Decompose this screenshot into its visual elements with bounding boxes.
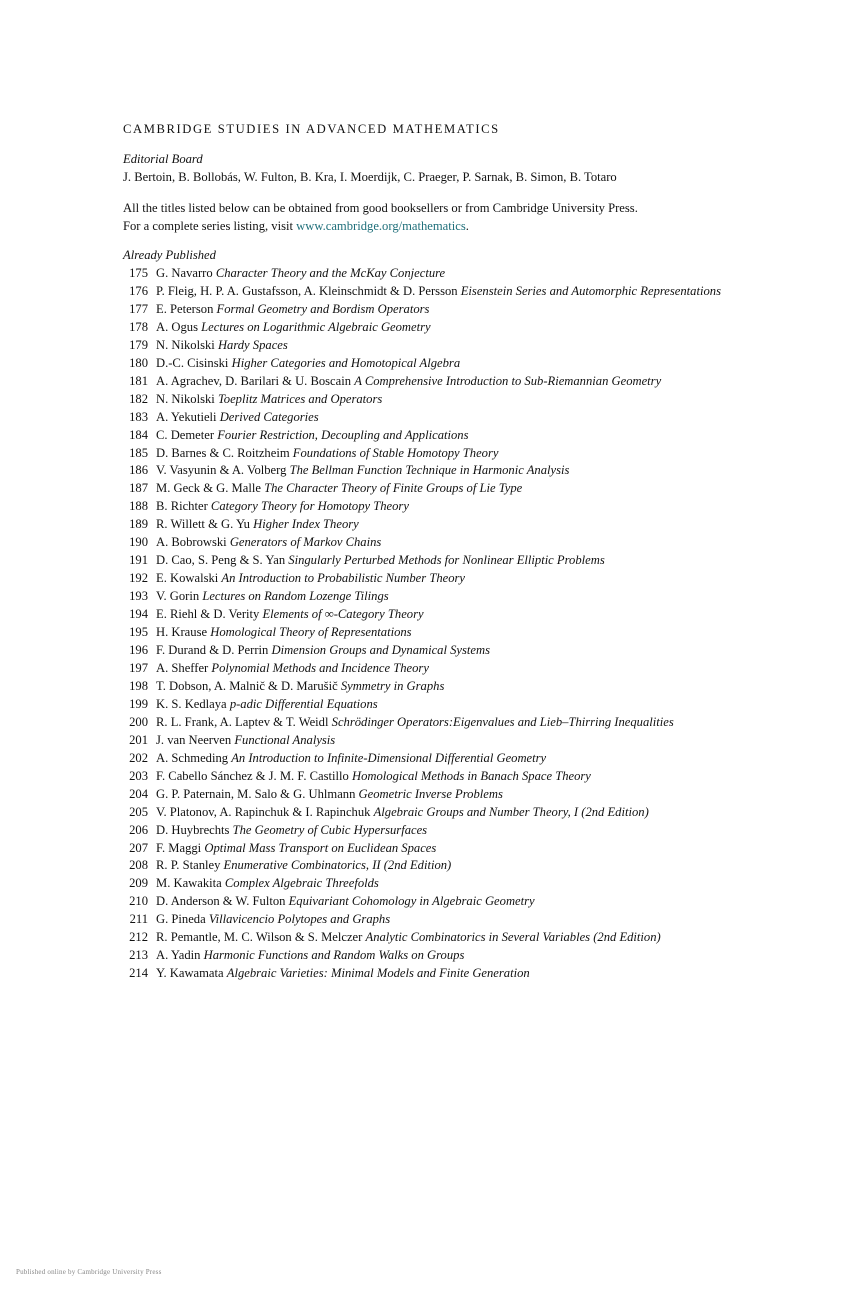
book-title: Enumerative Combinatorics, II (2nd Edition) xyxy=(223,858,452,873)
book-title: Schrödinger Operators:Eigenvalues and Lieb–Thirring Inequalities xyxy=(331,714,674,729)
book-title: Geometric Inverse Problems xyxy=(358,786,503,801)
book-title: Equivariant Cohomology in Algebraic Geometry xyxy=(288,894,535,909)
availability-line-1: All the titles listed below can be obtained from good booksellers or from Cambridge University Press. xyxy=(123,201,638,215)
title-list-item xyxy=(123,534,763,552)
title-number: 203 xyxy=(129,768,148,783)
title-number: 195 xyxy=(129,625,148,640)
title-authors: B. Richter xyxy=(156,499,208,514)
title-authors: E. Kowalski xyxy=(156,571,219,586)
book-title: Higher Categories and Homotopical Algebra xyxy=(231,355,461,370)
title-authors: Y. Kawamata xyxy=(156,966,224,981)
book-title: Symmetry in Graphs xyxy=(340,678,445,693)
book-title: Algebraic Varieties: Minimal Models and Finite Generation xyxy=(226,966,530,981)
title-authors: A. Yadin xyxy=(156,948,201,963)
book-title: Homological Theory of Representations xyxy=(210,625,412,640)
title-list-item xyxy=(123,678,763,696)
book-title: Hardy Spaces xyxy=(217,337,288,352)
title-list-item xyxy=(123,445,763,463)
title-authors: M. Geck & G. Malle xyxy=(156,481,261,496)
book-title: The Bellman Function Technique in Harmonic Analysis xyxy=(289,463,570,478)
title-number: 185 xyxy=(129,445,148,460)
title-list-item xyxy=(123,409,763,427)
title-authors: D. Cao, S. Peng & S. Yan xyxy=(156,553,286,568)
title-number: 212 xyxy=(129,930,148,945)
book-title: Character Theory and the McKay Conjecture xyxy=(215,266,446,280)
title-authors: A. Agrachev, D. Barilari & U. Boscain xyxy=(156,373,352,388)
title-number: 201 xyxy=(129,732,148,747)
title-list-item xyxy=(123,391,763,409)
title-number: 180 xyxy=(129,355,148,370)
published-titles-list xyxy=(123,265,763,983)
title-number: 198 xyxy=(129,678,148,693)
title-list-item xyxy=(123,875,763,893)
title-list-item xyxy=(123,840,763,858)
title-number: 196 xyxy=(129,643,148,658)
footer-text: Published online by Cambridge University Press xyxy=(16,1268,162,1276)
title-authors: G. Navarro xyxy=(156,266,213,280)
title-list-item xyxy=(123,624,763,642)
book-title: Singularly Perturbed Methods for Nonlinear Elliptic Problems xyxy=(288,553,605,568)
title-list-item xyxy=(123,750,763,768)
title-list-item xyxy=(123,427,763,445)
title-number: 193 xyxy=(129,589,148,604)
title-authors: D.-C. Cisinski xyxy=(156,355,229,370)
title-authors: E. Riehl & D. Verity xyxy=(156,607,260,622)
title-list-item xyxy=(123,714,763,732)
title-list-item xyxy=(123,786,763,804)
title-list-item xyxy=(123,857,763,875)
book-title: p-adic Differential Equations xyxy=(229,696,378,711)
title-authors: V. Platonov, A. Rapinchuk & I. Rapinchuk xyxy=(156,804,371,819)
title-authors: A. Ogus xyxy=(156,319,198,334)
title-list-item xyxy=(123,498,763,516)
title-authors: C. Demeter xyxy=(156,427,215,442)
title-list-item xyxy=(123,319,763,337)
book-title: Foundations of Stable Homotopy Theory xyxy=(292,445,499,460)
title-list-item xyxy=(123,768,763,786)
book-title: Toeplitz Matrices and Operators xyxy=(217,391,383,406)
title-authors: K. S. Kedlaya xyxy=(156,696,227,711)
book-title: Fourier Restriction, Decoupling and Applications xyxy=(217,427,469,442)
book-title: Higher Index Theory xyxy=(253,517,359,532)
title-authors: D. Anderson & W. Fulton xyxy=(156,894,286,909)
title-number: 206 xyxy=(129,822,148,837)
title-list-item xyxy=(123,660,763,678)
title-list-item xyxy=(123,965,763,983)
title-authors: J. van Neerven xyxy=(156,732,232,747)
title-list-item xyxy=(123,642,763,660)
title-authors: F. Durand & D. Perrin xyxy=(156,643,269,658)
book-title: Harmonic Functions and Random Walks on Groups xyxy=(203,948,465,963)
title-number: 184 xyxy=(129,427,148,442)
availability-line-2 xyxy=(123,217,638,235)
editorial-board-members: J. Bertoin, B. Bollobás, W. Fulton, B. Kra, I. Moerdijk, C. Praeger, P. Sarnak, B. Simon, B. Totaro xyxy=(123,170,617,184)
title-number: 211 xyxy=(129,912,148,927)
title-list-item xyxy=(123,893,763,911)
title-number: 199 xyxy=(129,696,148,711)
availability-note xyxy=(123,199,638,235)
title-authors: F. Maggi xyxy=(156,840,202,855)
title-number: 208 xyxy=(129,858,148,873)
title-authors: V. Gorin xyxy=(156,589,200,604)
title-number: 209 xyxy=(129,876,148,891)
book-title: Villavicencio Polytopes and Graphs xyxy=(208,912,391,927)
title-number: 182 xyxy=(129,391,148,406)
book-title: Lectures on Random Lozenge Tilings xyxy=(202,589,389,604)
title-authors: R. L. Frank, A. Laptev & T. Weidl xyxy=(156,714,329,729)
title-authors: P. Fleig, H. P. A. Gustafsson, A. Kleinschmidt & D. Persson xyxy=(156,283,458,298)
title-number: 192 xyxy=(129,571,148,586)
title-list-item xyxy=(123,929,763,947)
book-title: Eisenstein Series and Automorphic Representations xyxy=(460,283,721,298)
book-title: Elements of ∞-Category Theory xyxy=(262,607,424,622)
title-list-item xyxy=(123,606,763,624)
title-authors: D. Barnes & C. Roitzheim xyxy=(156,445,290,460)
series-title: CAMBRIDGE STUDIES IN ADVANCED MATHEMATICS xyxy=(123,122,500,136)
title-number: 189 xyxy=(129,517,148,532)
title-list-item xyxy=(123,552,763,570)
title-list-item xyxy=(123,265,763,283)
book-title: Dimension Groups and Dynamical Systems xyxy=(271,643,490,658)
title-number: 200 xyxy=(129,714,148,729)
title-number: 205 xyxy=(129,804,148,819)
title-list-item xyxy=(123,588,763,606)
title-list-item xyxy=(123,822,763,840)
title-authors: R. Pemantle, M. C. Wilson & S. Melczer xyxy=(156,930,363,945)
title-number: 207 xyxy=(129,840,148,855)
book-title: Category Theory for Homotopy Theory xyxy=(210,499,409,514)
book-title: Derived Categories xyxy=(219,409,319,424)
title-number: 214 xyxy=(129,966,148,981)
availability-line-2-suffix: . xyxy=(465,219,469,233)
title-authors: A. Sheffer xyxy=(156,660,209,675)
title-authors: R. Willett & G. Yu xyxy=(156,517,250,532)
title-authors: G. P. Paternain, M. Salo & G. Uhlmann xyxy=(156,786,356,801)
title-authors: V. Vasyunin & A. Volberg xyxy=(156,463,287,478)
title-list-item xyxy=(123,947,763,965)
title-number: 179 xyxy=(129,337,148,352)
title-number: 178 xyxy=(129,319,148,334)
title-authors: A. Bobrowski xyxy=(156,535,227,550)
book-title: An Introduction to Infinite-Dimensional Differential Geometry xyxy=(231,750,547,765)
title-list-item xyxy=(123,696,763,714)
title-authors: F. Cabello Sánchez & J. M. F. Castillo xyxy=(156,768,349,783)
book-title: The Character Theory of Finite Groups of Lie Type xyxy=(264,481,523,496)
book-title: Optimal Mass Transport on Euclidean Spaces xyxy=(204,840,437,855)
book-title: Formal Geometry and Bordism Operators xyxy=(216,301,430,316)
title-authors: N. Nikolski xyxy=(156,391,215,406)
title-number: 188 xyxy=(129,499,148,514)
title-authors: M. Kawakita xyxy=(156,876,222,891)
title-authors: D. Huybrechts xyxy=(156,822,230,837)
title-number: 204 xyxy=(129,786,148,801)
book-title: Generators of Markov Chains xyxy=(229,535,382,550)
title-list-item xyxy=(123,570,763,588)
title-authors: A. Yekutieli xyxy=(156,409,217,424)
title-list-item xyxy=(123,337,763,355)
already-published-label: Already Published xyxy=(123,248,216,262)
title-list-item xyxy=(123,732,763,750)
book-title: Homological Methods in Banach Space Theory xyxy=(352,768,591,783)
book-title: An Introduction to Probabilistic Number Theory xyxy=(221,571,466,586)
title-list-item xyxy=(123,373,763,391)
title-list-item xyxy=(123,301,763,319)
title-list-item xyxy=(123,355,763,373)
title-number: 194 xyxy=(129,607,148,622)
title-number: 190 xyxy=(129,535,148,550)
title-number: 186 xyxy=(129,463,148,478)
title-list-item xyxy=(123,516,763,534)
title-number: 175 xyxy=(129,266,148,280)
title-list-item xyxy=(123,804,763,822)
title-authors: G. Pineda xyxy=(156,912,206,927)
book-title: Algebraic Groups and Number Theory, I (2nd Edition) xyxy=(373,804,649,819)
title-authors: E. Peterson xyxy=(156,301,214,316)
book-title: Functional Analysis xyxy=(234,732,336,747)
title-authors: R. P. Stanley xyxy=(156,858,221,873)
title-number: 210 xyxy=(129,894,148,909)
title-authors: N. Nikolski xyxy=(156,337,215,352)
book-title: A Comprehensive Introduction to Sub-Riemannian Geometry xyxy=(354,373,662,388)
title-number: 181 xyxy=(129,373,148,388)
book-title: The Geometry of Cubic Hypersurfaces xyxy=(232,822,428,837)
title-list-item xyxy=(123,911,763,929)
title-authors: H. Krause xyxy=(156,625,208,640)
title-number: 183 xyxy=(129,409,148,424)
title-number: 176 xyxy=(129,283,148,298)
book-title: Polynomial Methods and Incidence Theory xyxy=(211,660,429,675)
title-authors: A. Schmeding xyxy=(156,750,229,765)
title-number: 187 xyxy=(129,481,148,496)
series-listing-link[interactable]: www.cambridge.org/mathematics xyxy=(296,219,466,233)
title-authors: T. Dobson, A. Malnič & D. Marušič xyxy=(156,678,338,693)
title-number: 213 xyxy=(129,948,148,963)
title-number: 191 xyxy=(129,553,148,568)
title-list-item xyxy=(123,462,763,480)
title-list-item xyxy=(123,480,763,498)
title-number: 177 xyxy=(129,301,148,316)
availability-line-2-prefix: For a complete series listing, visit xyxy=(123,219,297,233)
title-number: 197 xyxy=(129,660,148,675)
book-title: Analytic Combinatorics in Several Variables (2nd Edition) xyxy=(365,930,661,945)
book-title: Lectures on Logarithmic Algebraic Geometry xyxy=(201,319,431,334)
book-title: Complex Algebraic Threefolds xyxy=(224,876,379,891)
title-list-item xyxy=(123,283,763,301)
editorial-board-label: Editorial Board xyxy=(123,152,203,166)
title-number: 202 xyxy=(129,750,148,765)
